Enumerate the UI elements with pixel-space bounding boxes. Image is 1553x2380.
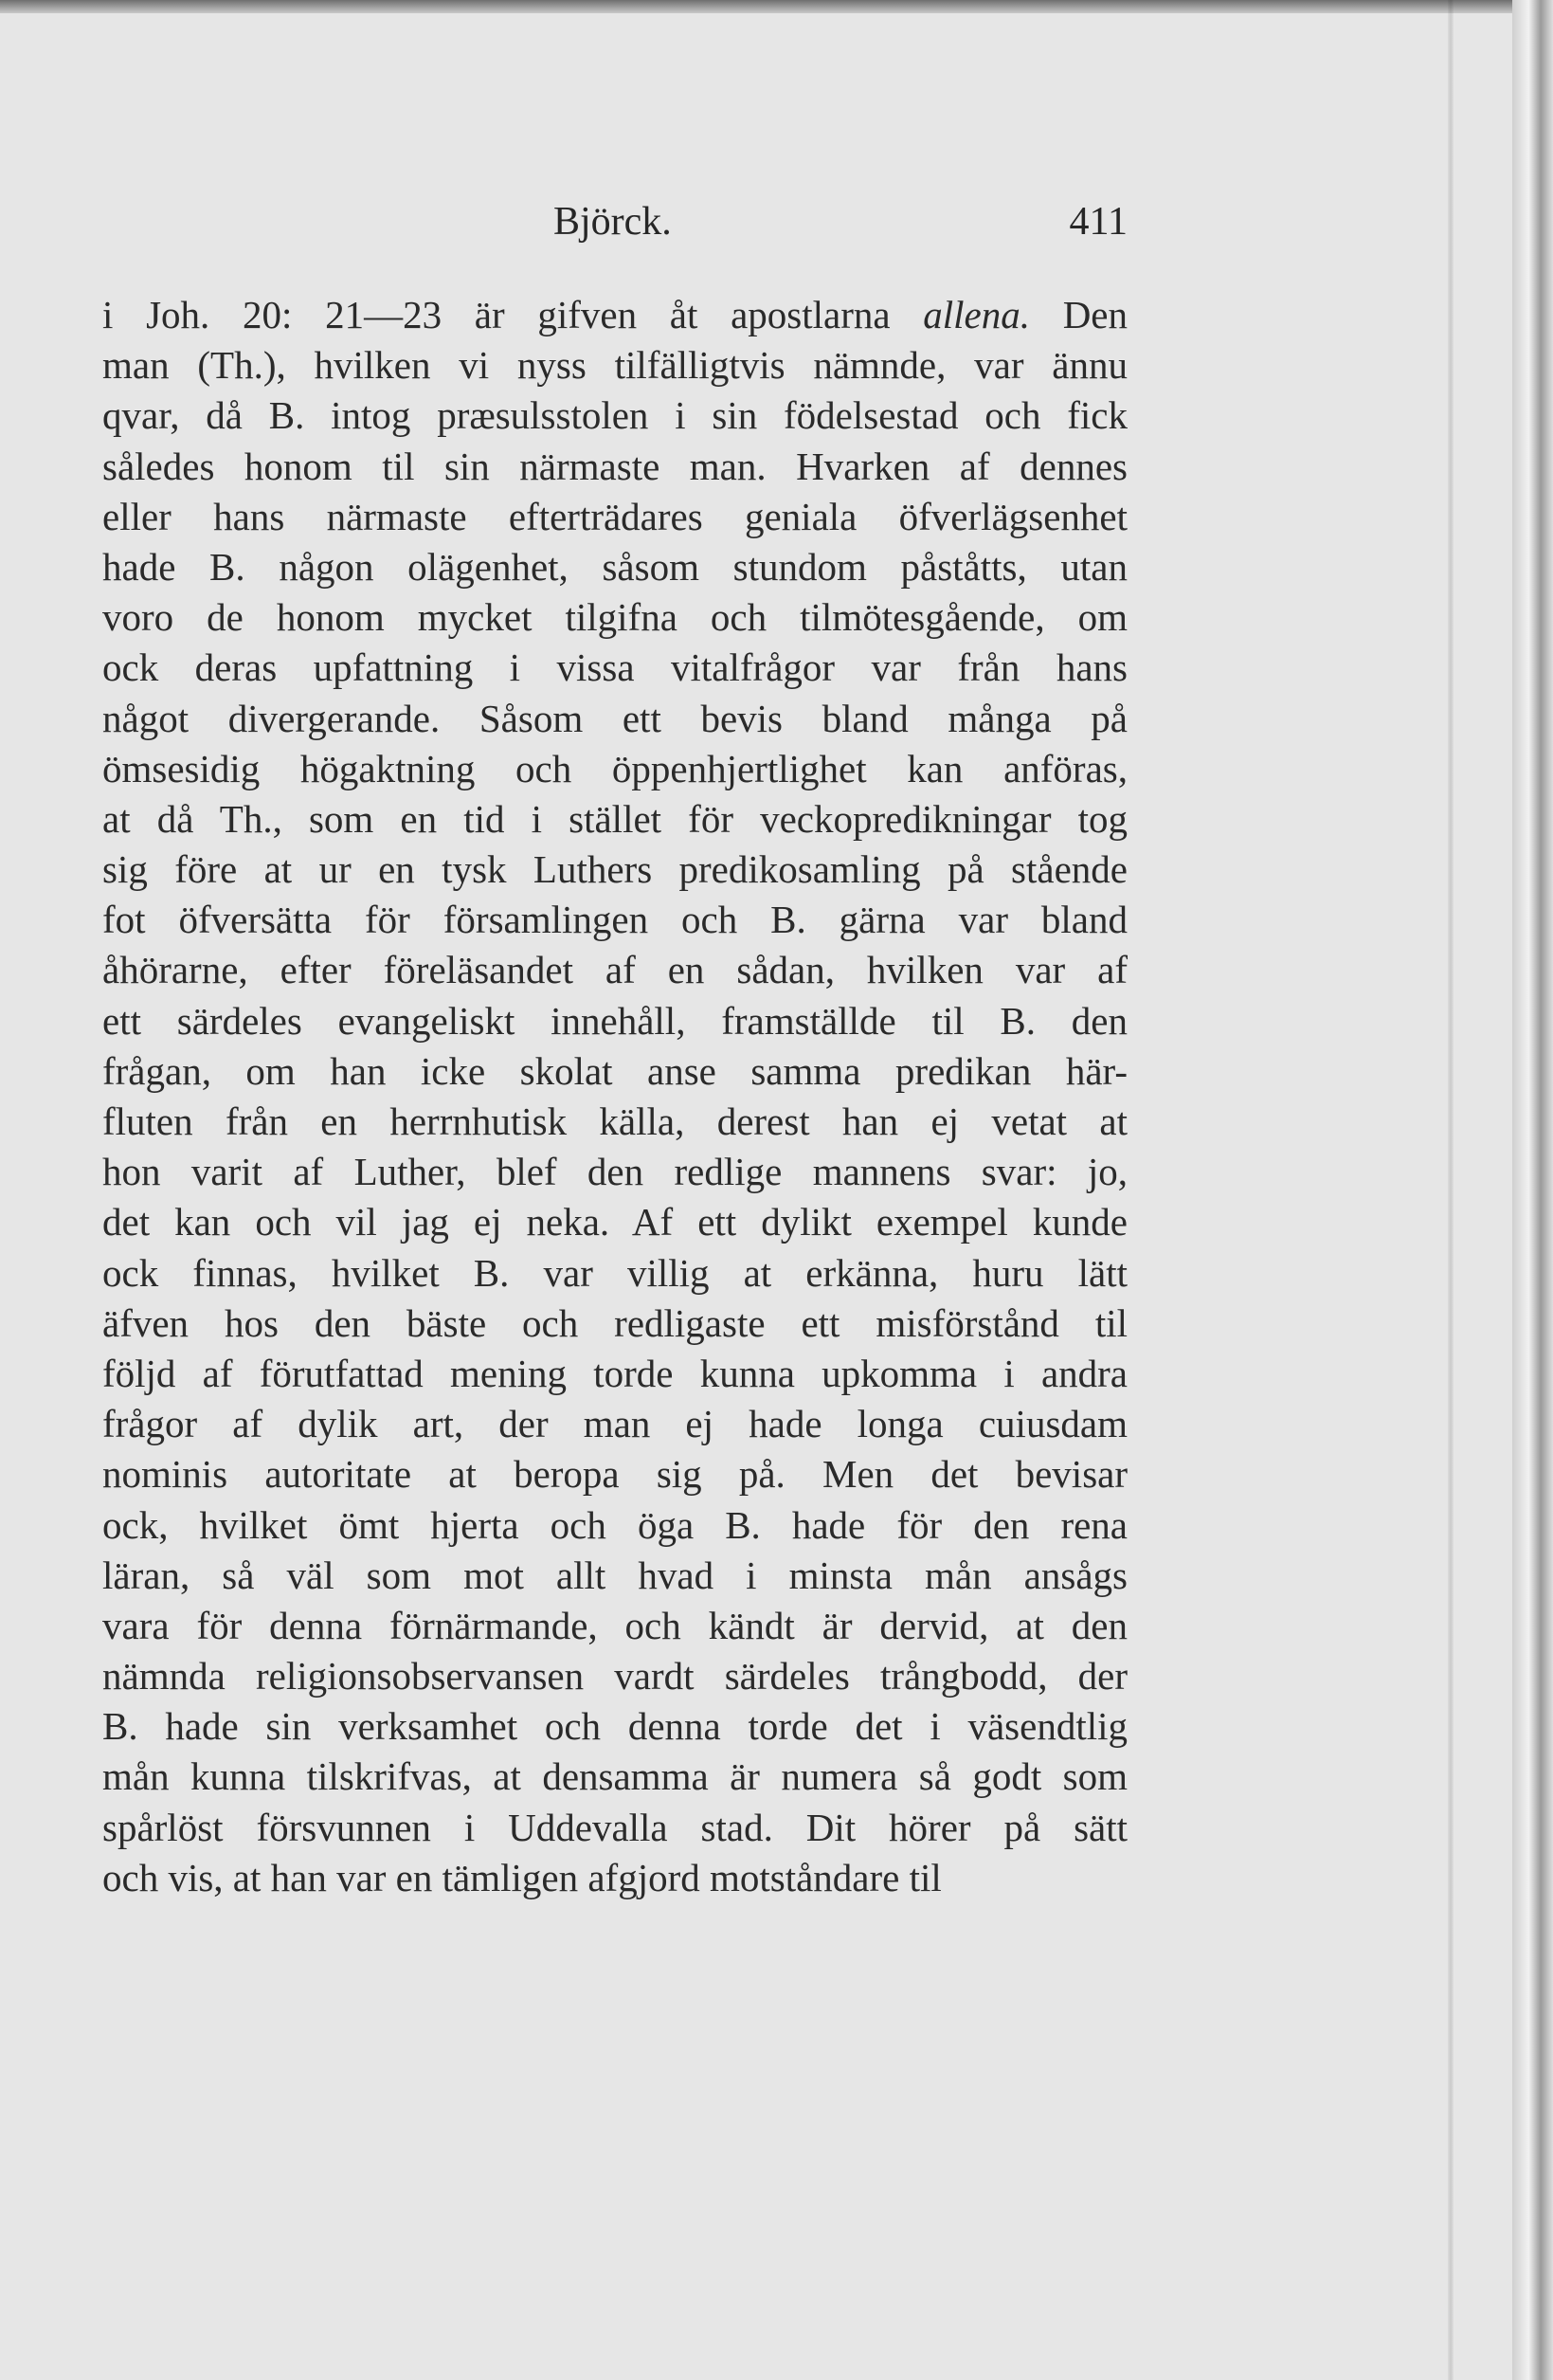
text-line: ock, hvilket ömt hjerta och öga B. hade för den rena — [102, 1502, 1128, 1547]
text-line: följd af förutfattad mening torde kunna upkomma i andra — [102, 1351, 1128, 1395]
text-line: fot öfversätta för församlingen och B. gärna var bland — [102, 898, 1128, 942]
text-line: ock deras upfattning i vissa vitalfrågor var från hans — [102, 645, 1128, 690]
text-line: qvar, då B. intog præsulsstolen i sin födelsestad och fick — [102, 393, 1128, 438]
text-line: nominis autoritate at beropa sig på. Men det bevisar — [102, 1452, 1128, 1497]
page-right-edge — [1512, 0, 1553, 2380]
text-line: frågor af dylik art, der man ej hade longa cuiusdam — [102, 1402, 1128, 1446]
body-text — [102, 290, 1128, 1903]
running-head: Björck. — [553, 200, 672, 244]
text-line: ett särdeles evangeliskt innehåll, framställde til B. den — [102, 998, 1128, 1043]
text-line: nämnda religionsobservansen vardt särdeles trångbodd, der — [102, 1654, 1128, 1699]
page-top-edge — [0, 0, 1553, 13]
text-line: ömsesidig högaktning och öppenhjertlighet kan anföras, — [102, 746, 1128, 790]
text-line: det kan och vil jag ej neka. Af ett dylikt exempel kunde — [102, 1200, 1128, 1245]
text-line — [102, 290, 1128, 340]
text-line: hon varit af Luther, blef den redlige mannens svar: jo, — [102, 1150, 1128, 1194]
text-line: voro de honom mycket tilgifna och tilmötesgående, om — [102, 595, 1128, 640]
page-header — [102, 199, 1128, 265]
page-fold-shadow — [1448, 0, 1454, 2380]
text-line: fluten från en herrnhutisk källa, derest han ej vetat at — [102, 1099, 1128, 1143]
text-line: och vis, at han var en tämligen afgjord motståndare til — [102, 1855, 942, 1899]
text-line: äfven hos den bäste och redligaste ett misförstånd til — [102, 1300, 1128, 1345]
text-line: läran, så väl som mot allt hvad i minsta mån ansågs — [102, 1553, 1128, 1597]
text-run: Den — [1030, 293, 1128, 336]
text-line: man (Th.), hvilken vi nyss tilfälligtvis nämnde, var ännu — [102, 343, 1128, 388]
text-line: åhörarne, efter föreläsandet af en sådan, hvilken var af — [102, 948, 1128, 992]
text-line: vara för denna förnärmande, och kändt är dervid, at den — [102, 1603, 1128, 1647]
italic-word: allena. — [923, 293, 1030, 336]
text-line: hade B. någon olägenhet, såsom stundom påståtts, utan — [102, 544, 1128, 589]
text-line: spårlöst försvunnen i Uddevalla stad. Dit hörer på sätt — [102, 1805, 1128, 1849]
text-line: sig före at ur en tysk Luthers predikosamling på stående — [102, 847, 1128, 892]
text-line: något divergerande. Såsom ett bevis bland många på — [102, 696, 1128, 740]
text-line: B. hade sin verksamhet och denna torde det i väsendtlig — [102, 1704, 1128, 1749]
page-number: 411 — [1069, 200, 1128, 244]
text-line: eller hans närmaste efterträdares geniala öfverlägsenhet — [102, 494, 1128, 538]
text-line: således honom til sin närmaste man. Hvarken af dennes — [102, 444, 1128, 488]
text-line: mån kunna tilskrifvas, at densamma är numera så godt som — [102, 1754, 1128, 1799]
text-line: at då Th., som en tid i stället för veckopredikningar tog — [102, 796, 1128, 841]
text-run: i Joh. 20: 21—23 är gifven åt apostlarna — [102, 293, 924, 336]
text-line: frågan, om han icke skolat anse samma predikan här- — [102, 1048, 1128, 1093]
text-line: ock finnas, hvilket B. var villig at erkänna, huru lätt — [102, 1250, 1128, 1295]
